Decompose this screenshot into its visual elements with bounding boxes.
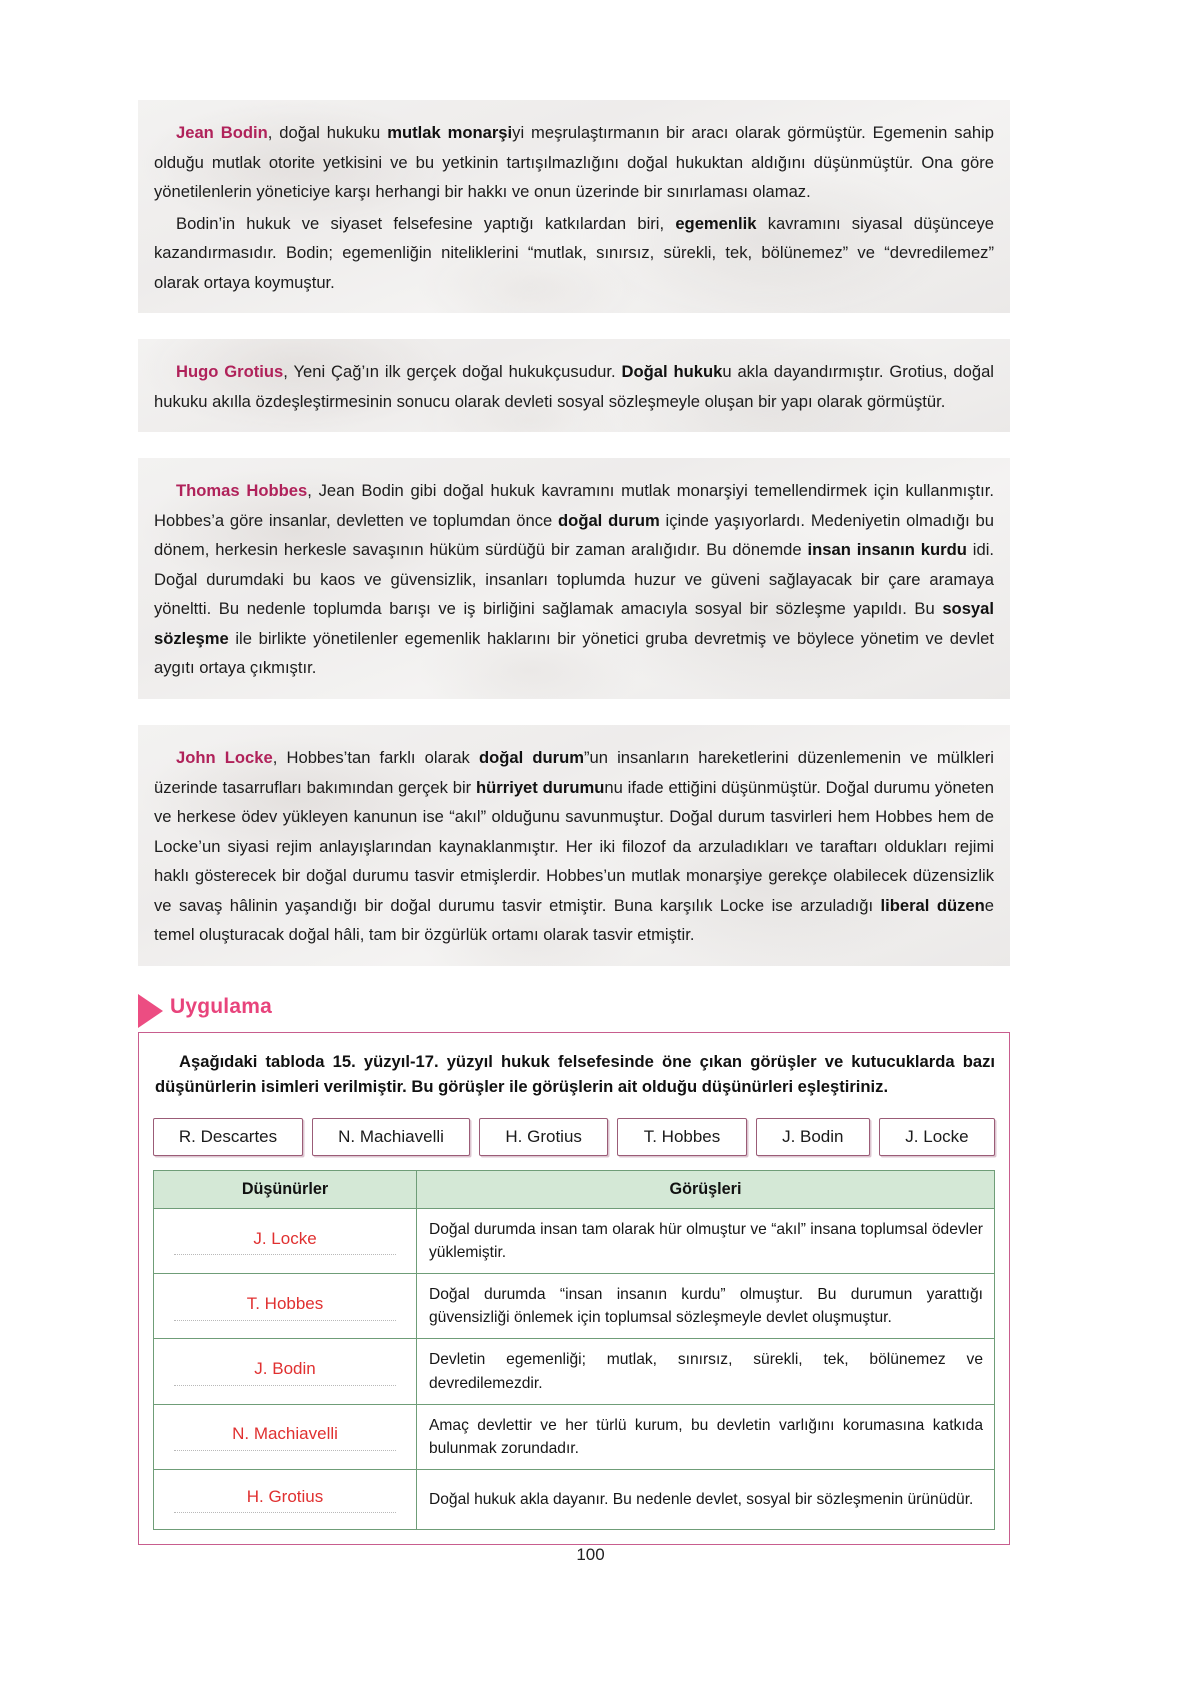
text-run: kavramını siyasal düşünceye kazandırmasıdır. Bodin; egemenliğin niteliklerini “mutlak, sınırsız, sürekli, tek, bölünemez” ve “devredilemez” olarak ortaya koymuştur. xyxy=(154,213,994,292)
text-run: , doğal hukuku xyxy=(267,123,388,142)
uygulama-heading xyxy=(138,992,1010,1032)
philosopher-sections xyxy=(138,100,1010,966)
paragraph xyxy=(154,118,994,207)
philosopher-name: Thomas Hobbes xyxy=(176,481,308,501)
table-row xyxy=(154,1274,995,1339)
text-run: içinde yaşıyorlardı. Medeniyetin olmadığı bu dönem, herkesin herkesle savaşının hüküm sürdüğü bir zaman aralığıdır. Bu dönemde xyxy=(154,510,995,560)
view-text-cell: Amaç devlettir ve her türlü kurum, bu devletin varlığını korumasına katkıda bulunmak zorundadır. xyxy=(417,1404,995,1469)
exercise-box xyxy=(138,1032,1010,1545)
view-text-cell: Devletin egemenliği; mutlak, sınırsız, sürekli, tek, bölünemez ve devredilemezdir. xyxy=(417,1339,995,1404)
thinker-answer-cell[interactable] xyxy=(154,1404,417,1469)
emphasis-term: Doğal hukuk xyxy=(621,362,723,382)
view-text-cell: Doğal durumda insan tam olarak hür olmuştur ve “akıl” insana toplumsal ödevler yüklemiştir. xyxy=(417,1209,995,1274)
info-box-hugo-grotius xyxy=(138,339,1010,432)
text-run: , Yeni Çağ’ın ilk gerçek doğal hukukçusudur. xyxy=(283,362,622,382)
thinker-answer-cell[interactable] xyxy=(154,1209,417,1274)
text-run: yi meşrulaştırmanın bir aracı olarak görmüştür. Egemenin sahip olduğu mutlak otorite yetkisini ve bu yetkinin tartışılmazlığını doğal hukuktan aldığını düşünmüştür. Ona göre yönetilenlerin yöneticiye karşı herhangi bir hakkı ve onun üzerinde bir sınırlaması olamaz. xyxy=(154,123,994,202)
thinker-name-chips xyxy=(153,1118,995,1156)
emphasis-term: doğal durum xyxy=(478,747,584,767)
text-run: , Jean Bodin gibi doğal hukuk kavramını mutlak monarşiyi temellendirmek için kullanmıştır. Hobbes’a göre insanlar, devletten ve toplumdan önce xyxy=(154,481,994,530)
triangle-arrow-icon xyxy=(138,994,163,1028)
table-row xyxy=(154,1339,995,1404)
column-header-thinkers: Düşünürler xyxy=(154,1171,417,1209)
view-text-cell: Doğal hukuk akla dayanır. Bu nedenle devlet, sosyal bir sözleşmenin ürünüdür. xyxy=(417,1469,995,1529)
emphasis-term: liberal düzen xyxy=(880,895,985,915)
text-run: e temel oluşturacak doğal hâli, tam bir özgürlük ortamı olarak tasvir etmiştir. xyxy=(154,895,994,945)
text-run: nu ifade ettiğini düşünmüştür. Doğal durumu yöneten ve herkese ödev yükleyen kanunun ise “akıl” olduğunu savunmuştur. Doğal durum tasvirleri hem Hobbes hem de Locke’un siyasi rejim anlayışlarından kaynaklanmıştır. Her iki filozof da arzuladıkları ve taraftarı oldukları rejimi haklı gösterecek bir doğal durumu tasvir etmişlerdir. Hobbes’un mutlak monarşiye gerekçe olabilecek düzensizlik ve savaş hâlinin yaşandığı bir doğal durumu tasvir etmiştir. Buna karşılık Locke ise arzuladığı xyxy=(154,777,994,915)
philosopher-name: John Locke xyxy=(176,747,273,767)
emphasis-term: mutlak monarşi xyxy=(387,123,513,142)
answer-dotted-line xyxy=(174,1253,396,1255)
text-run: Bodin’in hukuk ve siyaset felsefesine yaptığı katkılardan biri, xyxy=(176,213,676,233)
thinker-answer: H. Grotius xyxy=(246,1487,324,1507)
info-box-thomas-hobbes xyxy=(138,458,1010,699)
paragraph xyxy=(154,209,994,298)
paragraph xyxy=(154,357,994,416)
table-row xyxy=(154,1404,995,1469)
paragraph xyxy=(154,476,994,683)
page-number: 100 xyxy=(576,1545,605,1564)
thinker-answer: T. Hobbes xyxy=(246,1294,324,1314)
emphasis-term: egemenlik xyxy=(675,213,757,233)
page-content xyxy=(138,100,1010,1545)
paragraph xyxy=(154,743,994,950)
text-run: ”un insanların hareketlerini düzenlemenin ve mülkleri üzerinde tasarrufları bakımından gerçek bir xyxy=(154,747,994,797)
matching-table-body xyxy=(154,1209,995,1530)
philosopher-name: Jean Bodin xyxy=(176,123,268,142)
column-header-views: Görüşleri xyxy=(417,1171,995,1209)
text-run: u akla dayandırmıştır. Grotius, doğal hukuku akılla özdeşleştirmesinin sonucu olarak devleti sosyal sözleşmeyle oluşan bir yapı olarak görmüştür. xyxy=(154,362,994,411)
table-header-row xyxy=(154,1171,995,1209)
name-chip[interactable]: J. Locke xyxy=(879,1118,995,1156)
text-run: ile birlikte yönetilenler egemenlik haklarını bir yönetici gruba devretmiş ve böylece yönetim ve devlet aygıtı ortaya çıkmıştır. xyxy=(154,628,994,678)
thinker-answer: J. Locke xyxy=(253,1229,317,1248)
answer-dotted-line xyxy=(174,1511,396,1513)
emphasis-term: insan insanın kurdu xyxy=(807,540,967,560)
name-chip[interactable]: H. Grotius xyxy=(479,1118,608,1156)
exercise-prompt: Aşağıdaki tabloda 15. yüzyıl-17. yüzyıl hukuk felsefesinde öne çıkan görüşler ve kutucuklarda bazı düşünürlerin isimleri verilmiştir. Bu görüşler ile görüşlerin ait olduğu düşünürleri eşleştiriniz. xyxy=(155,1051,995,1097)
name-chip[interactable]: T. Hobbes xyxy=(617,1118,746,1156)
thinker-answer-cell[interactable] xyxy=(154,1469,417,1529)
matching-table xyxy=(153,1170,995,1530)
table-row xyxy=(154,1209,995,1274)
name-chip[interactable]: R. Descartes xyxy=(153,1118,303,1156)
uygulama-label: Uygulama xyxy=(170,994,272,1018)
matching-table-head xyxy=(154,1171,995,1209)
info-box-jean-bodin xyxy=(138,100,1010,313)
text-run: , Hobbes’tan farklı olarak xyxy=(272,747,479,767)
view-text-cell: Doğal durumda “insan insanın kurdu” olmuştur. Bu durumun yarattığı güvensizliği önlemek için toplumsal sözleşmeyle devlet oluşmuştur. xyxy=(417,1274,995,1339)
answer-dotted-line xyxy=(174,1449,396,1451)
answer-dotted-line xyxy=(174,1384,396,1386)
text-run: idi. Doğal durumdaki bu kaos ve güvensizlik, insanları toplumda huzur ve güveni sağlayacak bir çare aramaya yöneltti. Bu nedenle toplumda barışı ve iş birliğini sağlamak amacıyla sosyal bir sözleşme yapıldı. Bu xyxy=(154,540,994,619)
name-chip[interactable]: N. Machiavelli xyxy=(312,1118,470,1156)
thinker-answer-cell[interactable] xyxy=(154,1274,417,1339)
answer-dotted-line xyxy=(174,1319,396,1321)
thinker-answer: N. Machiavelli xyxy=(232,1424,338,1444)
table-row xyxy=(154,1469,995,1529)
name-chip[interactable]: J. Bodin xyxy=(756,1118,870,1156)
emphasis-term: sosyal sözleşme xyxy=(154,599,994,648)
emphasis-term: hürriyet durumu xyxy=(476,777,605,797)
emphasis-term: doğal durum xyxy=(558,510,660,530)
thinker-answer: J. Bodin xyxy=(254,1359,316,1379)
thinker-answer-cell[interactable] xyxy=(154,1339,417,1404)
info-box-john-locke xyxy=(138,725,1010,966)
philosopher-name: Hugo Grotius xyxy=(176,362,284,382)
